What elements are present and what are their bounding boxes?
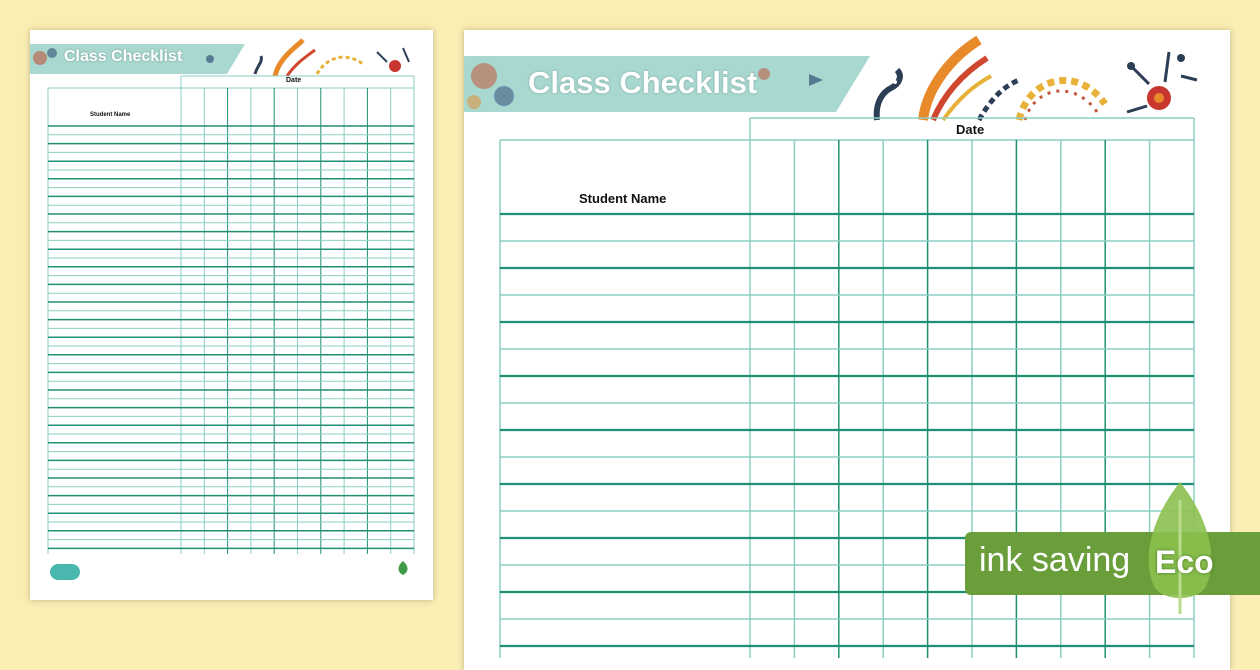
checklist-grid — [48, 76, 414, 556]
leaf-icon — [395, 560, 411, 576]
floral-decoration — [869, 36, 1209, 122]
page-title: Class Checklist — [528, 65, 758, 100]
bird-icon — [877, 70, 900, 120]
date-header: Date — [286, 77, 302, 84]
date-header: Date — [956, 122, 985, 137]
twinkl-logo — [50, 564, 80, 580]
student-name-header: Student Name — [579, 191, 667, 206]
page-title: Class Checklist — [64, 48, 183, 65]
ink-saving-badge — [965, 480, 1260, 620]
title-banner — [30, 44, 245, 74]
floral-decoration — [245, 38, 415, 78]
ink-saving-label: ink saving — [979, 541, 1131, 579]
worksheet-page-small — [30, 30, 433, 600]
student-name-header: Student Name — [90, 112, 131, 118]
title-banner — [464, 56, 874, 112]
eco-label: Eco — [1155, 544, 1214, 580]
